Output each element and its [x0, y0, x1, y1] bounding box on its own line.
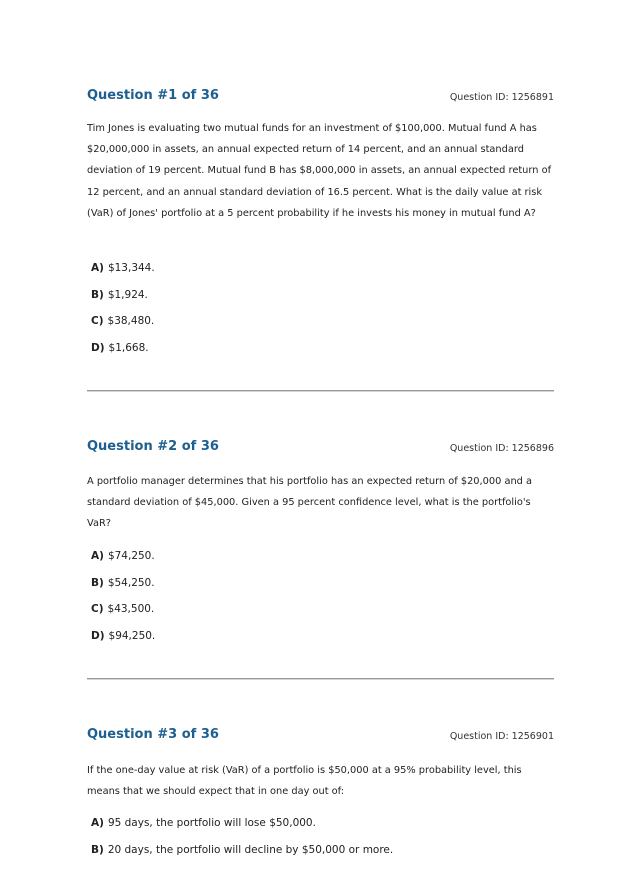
question-divider: [87, 390, 554, 392]
answer-text: $54,250.: [107, 576, 155, 589]
question-id: Question ID: 1256891: [449, 92, 554, 103]
answer-option-d[interactable]: [91, 341, 551, 368]
answer-letter: A): [91, 262, 104, 274]
answer-letter: A): [91, 550, 104, 562]
question-1: [87, 88, 554, 355]
answer-option-a[interactable]: [91, 549, 551, 576]
question-stem: If the one-day value at risk (VaR) of a portfolio is $50,000 at a 95% probability level, this means that we should expect that in one day out of:: [87, 765, 522, 798]
answer-letter: D): [91, 342, 105, 355]
question-3: [87, 727, 554, 856]
answer-text: $94,250.: [108, 630, 156, 643]
answer-text: $1,668.: [108, 342, 149, 355]
answer-option-c[interactable]: [91, 314, 551, 341]
answer-text: 95 days, the portfolio will lose $50,000.: [107, 817, 316, 829]
question-title: Question #1 of 36: [87, 88, 219, 103]
question-header: [87, 439, 554, 463]
answer-list: [91, 549, 551, 656]
question-header: [87, 727, 554, 751]
question-header: [87, 88, 554, 112]
question-divider: [87, 678, 554, 680]
question-stem: Tim Jones is evaluating two mutual funds for an investment of $100,000. Mutual fund A has $20,000,000 in assets, an annual expected return of 14 percent, and an annual standard deviation of 19 percent. Mutual fund B has $8,000,000 in assets, an annual expected return of 12 percent, and an annual standard deviation of 16.5 percent. What is the daily value at risk (VaR) of Jones' portfolio at a 5 percent probability if he invests his money in mutual fund A?: [87, 123, 552, 219]
answer-letter: D): [91, 630, 105, 643]
answer-list: [91, 816, 551, 869]
question-title: Question #3 of 36: [87, 727, 219, 742]
answer-letter: B): [91, 843, 104, 856]
answer-option-b[interactable]: [91, 288, 551, 315]
answer-option-b[interactable]: [91, 843, 551, 870]
answer-text: $43,500.: [107, 603, 155, 616]
answer-list: [91, 261, 551, 368]
answer-text: $74,250.: [107, 550, 155, 562]
answer-text: $1,924.: [107, 288, 148, 301]
answer-letter: B): [91, 576, 104, 589]
answer-text: $13,344.: [107, 262, 155, 274]
answer-letter: A): [91, 817, 104, 829]
answer-option-d[interactable]: [91, 629, 551, 656]
answer-option-c[interactable]: [91, 602, 551, 629]
question-id: Question ID: 1256901: [449, 731, 554, 742]
question-title: Question #2 of 36: [87, 439, 219, 454]
answer-letter: C): [91, 603, 104, 616]
answer-option-a[interactable]: [91, 261, 551, 288]
answer-option-a[interactable]: [91, 816, 551, 843]
answer-letter: B): [91, 288, 104, 301]
answer-text: $38,480.: [107, 315, 155, 328]
question-id: Question ID: 1256896: [449, 443, 554, 454]
question-stem: A portfolio manager determines that his portfolio has an expected return of $20,000 and a standard deviation of $45,000. Given a 95 percent confidence level, what is the portfolio's VaR?: [87, 476, 533, 530]
answer-letter: C): [91, 315, 104, 328]
answer-text: 20 days, the portfolio will decline by $50,000 or more.: [107, 843, 394, 856]
answer-option-b[interactable]: [91, 576, 551, 603]
question-2: [87, 439, 554, 643]
